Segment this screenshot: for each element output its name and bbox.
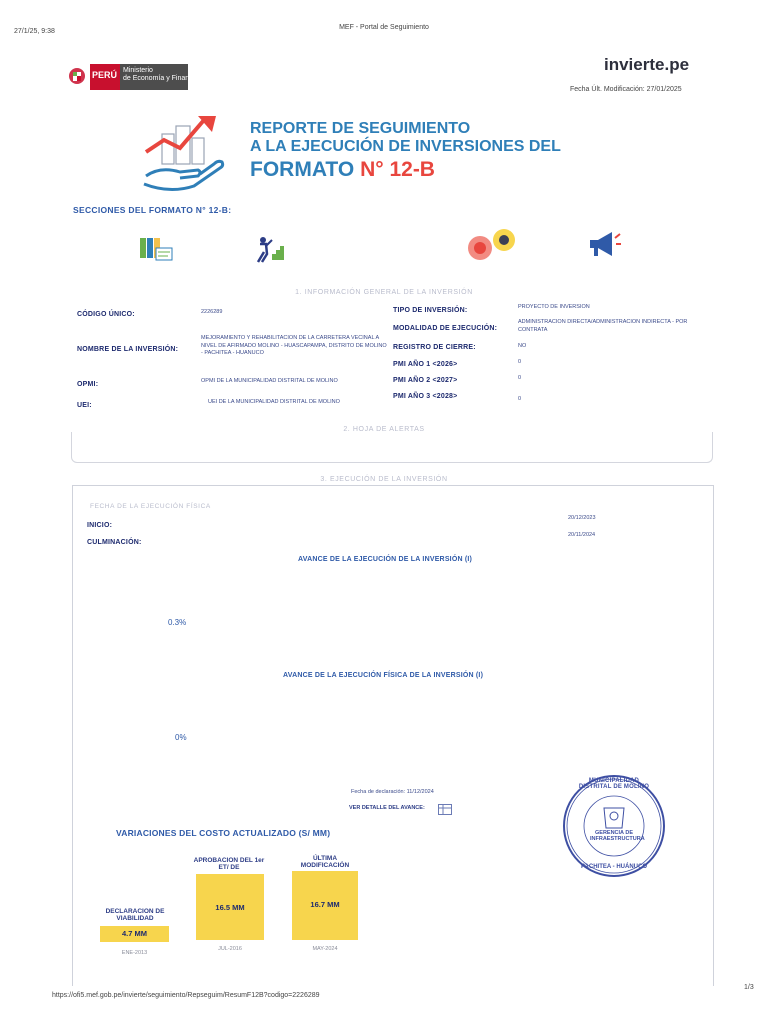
cierre-label: REGISTRO DE CIERRE: — [393, 344, 476, 351]
pmi2-value: 0 — [518, 375, 522, 381]
uei-label: UEI: — [77, 402, 92, 409]
cost-bar-label-last: ÚLTIMA MODIFICACIÓN — [300, 855, 350, 869]
detail-table-icon[interactable] — [438, 802, 452, 813]
invierte-logo: invierte.pe — [604, 55, 690, 74]
opmi-value: OPMI DE LA MUNICIPALIDAD DISTRITAL DE MOLINO — [201, 378, 338, 384]
cost-bar-label-approval: APROBACION DEL 1er ET/ DE — [193, 857, 265, 871]
inicio-label: INICIO: — [87, 522, 113, 529]
growth-hand-icon — [140, 112, 228, 196]
section2-title: 2. HOJA DE ALERTAS — [343, 426, 425, 433]
alerts-panel — [71, 432, 713, 463]
cierre-value: NO — [518, 343, 527, 349]
gears-icon[interactable] — [462, 226, 520, 264]
tipo-label: TIPO DE INVERSIÓN: — [393, 307, 468, 314]
print-date: 27/1/25, 9:38 — [14, 28, 55, 35]
pmi3-value: 0 — [518, 396, 522, 402]
print-page-title: MEF - Portal de Seguimiento — [339, 24, 429, 31]
cost-bar-date-viability: ENE-2013 — [121, 950, 148, 956]
footer-page: 1/3 — [744, 984, 754, 991]
cost-title: VARIACIONES DEL COSTO ACTUALIZADO (S/ MM) — [116, 828, 331, 838]
last-modified: Fecha Últ. Modificación: 27/01/2025 — [570, 86, 682, 93]
physical-date-subtitle: FECHA DE LA EJECUCIÓN FÍSICA — [90, 503, 211, 510]
pmi1-label: PMI AÑO 1 <2026> — [393, 361, 458, 368]
report-title: REPORTE DE SEGUIMIENTO A LA EJECUCIÓN DE INVERSIONES DEL — [250, 120, 561, 155]
opmi-label: OPMI: — [77, 381, 99, 388]
pmi2-label: PMI AÑO 2 <2027> — [393, 377, 458, 384]
culminacion-value: 20/11/2024 — [568, 532, 596, 538]
declaration-date: Fecha de declaración: 11/12/2024 — [351, 789, 434, 795]
coat-of-arms-icon — [66, 64, 88, 90]
codigo-value: 2226289 — [201, 309, 223, 315]
worker-icon[interactable] — [254, 234, 286, 264]
report-format-title: FORMATO N° 12-B — [250, 158, 435, 181]
cost-bar-value-viability: 4.7 MM — [121, 929, 147, 938]
physical-progress-value: 0% — [175, 733, 187, 742]
ministry-name: Ministerio de Economía y Finanzas — [123, 67, 201, 82]
megaphone-icon[interactable] — [586, 228, 622, 260]
section1-title: 1. INFORMACIÓN GENERAL DE LA INVERSIÓN — [295, 289, 473, 296]
codigo-label: CÓDIGO ÚNICO: — [77, 311, 135, 318]
inicio-value: 20/12/2023 — [568, 515, 596, 521]
physical-progress-title: AVANCE DE LA EJECUCIÓN FÍSICA DE LA INVERSIÓN (I) — [283, 672, 484, 679]
uei-value: UEI DE LA MUNICIPALIDAD DISTRITAL DE MOLINO — [208, 399, 340, 405]
nombre-label: NOMBRE DE LA INVERSIÓN: — [77, 346, 179, 353]
municipality-seal — [560, 772, 668, 880]
culminacion-label: CULMINACIÓN: — [87, 539, 142, 546]
modalidad-value: ADMINISTRACION DIRECTA/ADMINISTRACION INDIRECTA - POR CONTRATA — [518, 319, 688, 333]
modalidad-label: MODALIDAD DE EJECUCIÓN: — [393, 325, 498, 332]
pmi1-value: 0 — [518, 359, 522, 365]
nombre-value: MEJORAMIENTO Y REHABILITACION DE LA CARRETERA VECINAL A NIVEL DE AFIRMADO MOLINO - HUASCAPAMPA, DISTRITO DE MOLINO - PACHITEA - HUANUCO — [201, 335, 387, 356]
cost-bar-value-last: 16.7 MM — [310, 900, 340, 909]
seal-outer-text: MUNICIPALIDAD DISTRITAL DE MOLINO — [578, 778, 650, 790]
investment-progress-value: 0.3% — [168, 618, 187, 627]
cost-bar-date-last: MAY-2024 — [312, 946, 338, 952]
investment-progress-title: AVANCE DE LA EJECUCIÓN DE LA INVERSIÓN (I) — [298, 556, 473, 563]
mef-logo — [66, 64, 202, 90]
view-detail-link[interactable]: VER DETALLE DEL AVANCE: — [349, 805, 425, 811]
cost-bar-label-viability: DECLARACION DE VIABILIDAD — [105, 908, 165, 922]
seal-bottom-text: PACHITEA - HUÁNUCO — [581, 864, 647, 870]
footer-url: https://ofi5.mef.gob.pe/invierte/seguimiento/Repseguim/ResumF12B?codigo=2226289 — [52, 992, 320, 999]
tipo-value: PROYECTO DE INVERSION — [518, 304, 590, 310]
peru-text: PERÚ — [92, 70, 118, 80]
cost-bar-date-approval: JUL-2016 — [218, 946, 242, 952]
seal-inner-text: GERENCIA DE INFRAESTRUCTURA — [590, 830, 645, 842]
pmi3-label: PMI AÑO 3 <2028> — [393, 393, 458, 400]
sections-label: SECCIONES DEL FORMATO N° 12-B: — [73, 205, 232, 215]
section3-title: 3. EJECUCIÓN DE LA INVERSIÓN — [320, 476, 448, 483]
cost-bar-value-approval: 16.5 MM — [215, 903, 245, 912]
folders-icon[interactable] — [138, 236, 174, 264]
